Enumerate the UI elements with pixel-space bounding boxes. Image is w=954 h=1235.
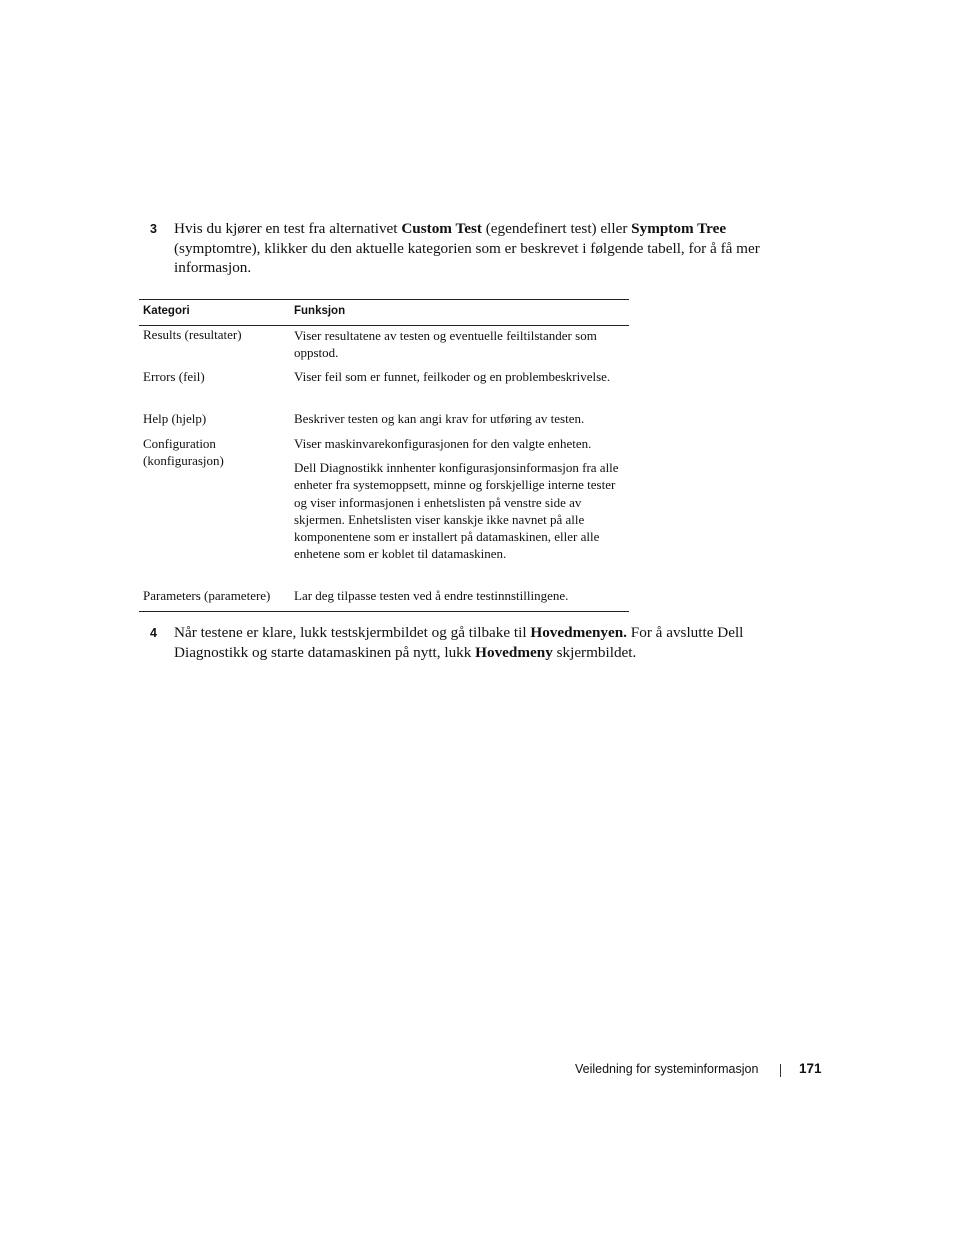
footer-separator — [780, 1064, 781, 1077]
row-category: Help (hjelp) — [143, 411, 207, 426]
table-row — [139, 435, 629, 587]
footer-section-title: Veiledning for systeminformasjon — [575, 1062, 759, 1076]
step-4 — [150, 623, 765, 662]
step-number: 4 — [150, 626, 157, 640]
page-number: 171 — [799, 1061, 822, 1076]
row-function-detail: Dell Diagnostikk innhenter konfigurasjonsinformasjon fra alle enheter fra systemoppsett, minne og forskjellige interne tester og viser informasjonen i enhetslisten på venstre side av skjermen. Enhetslisten viser kanskje ikke navnet på alle komponentene som er installert på datamaskinen, eller alle enhetene som er koblet til datamaskinen. — [294, 460, 619, 562]
row-category: Configuration (konfigurasjon) — [143, 436, 224, 469]
row-category: Parameters (parametere) — [143, 588, 271, 603]
category-table — [139, 299, 629, 612]
row-function: Viser resultatene av testen og eventuelle feiltilstander som oppstod. — [294, 328, 597, 361]
row-category: Errors (feil) — [143, 369, 205, 384]
table-row — [139, 410, 629, 435]
header-kategori: Kategori — [143, 305, 190, 317]
row-function: Beskriver testen og kan angi krav for utføring av testen. — [294, 411, 585, 426]
step-text: Når testene er klare, lukk testskjermbildet og gå tilbake til Hovedmenyen. For å avslutte Dell Diagnostikk og starte datamaskinen på nytt, lukk Hovedmeny skjermbildet. — [174, 624, 744, 661]
step-number: 3 — [150, 222, 157, 236]
table-row — [139, 368, 629, 410]
step-3 — [150, 219, 765, 278]
row-function: Viser maskinvarekonfigurasjonen for den valgte enheten. — [294, 436, 592, 451]
table-header — [139, 300, 629, 326]
row-function: Lar deg tilpasse testen ved å endre testinnstillingene. — [294, 588, 569, 603]
table-row — [139, 587, 629, 611]
header-funksjon: Funksjon — [294, 305, 346, 317]
row-category: Results (resultater) — [143, 327, 242, 342]
row-function: Viser feil som er funnet, feilkoder og en problembeskrivelse. — [294, 369, 611, 384]
table-row — [139, 326, 629, 368]
step-text: Hvis du kjører en test fra alternativet Custom Test (egendefinert test) eller Symptom Tree (symptomtre), klikker du den aktuelle kategorien som er beskrevet i følgende tabell, for å få mer informasjon. — [174, 220, 760, 276]
